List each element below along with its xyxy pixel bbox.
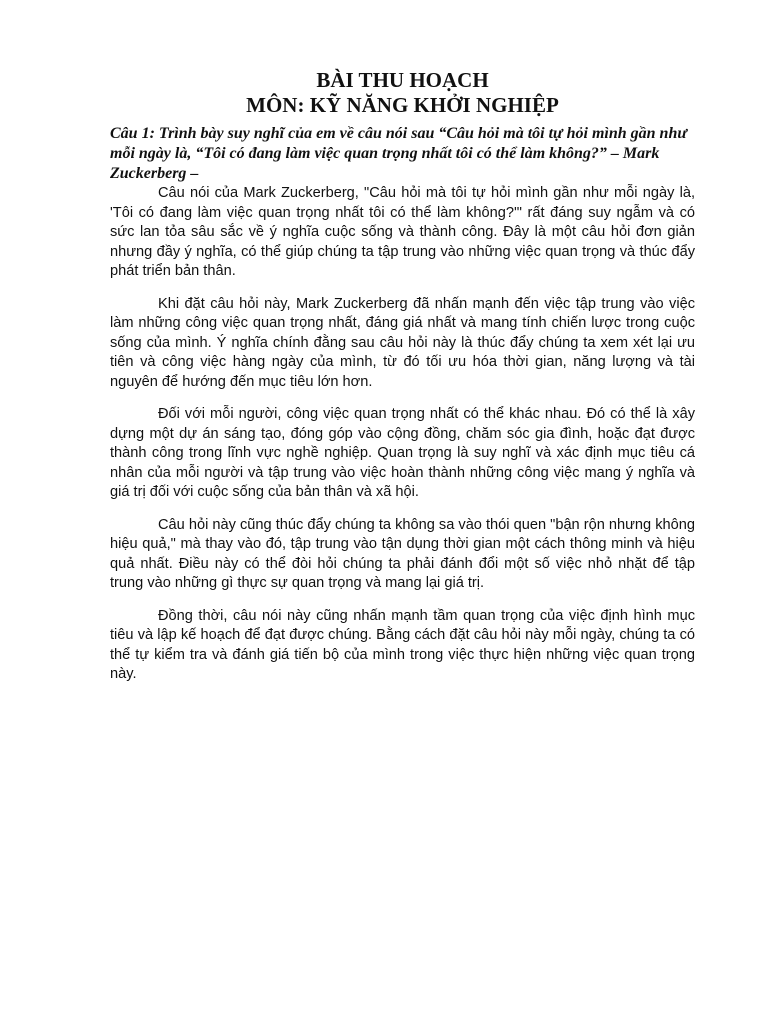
paragraph-1: Câu nói của Mark Zuckerberg, "Câu hỏi mà tôi tự hỏi mình gần như mỗi ngày là, 'Tôi có đang làm việc quan trọng nhất tôi có thể làm không?'" rất đáng suy ngẫm và có sức lan tỏa sâu sắc về ý nghĩa cuộc sống và thành công. Đây là một câu hỏi đơn giản nhưng đầy ý nghĩa, có thể giúp chúng ta tập trung vào những việc quan trọng và thúc đẩy phát triển bản thân. xyxy=(110,185,695,279)
paragraph-5: Đồng thời, câu nói này cũng nhấn mạnh tầm quan trọng của việc định hình mục tiêu và lập kế hoạch để đạt được chúng. Bằng cách đặt câu hỏi này mỗi ngày, chúng ta có thể tự kiểm tra và đánh giá tiến bộ của mình trong việc thực hiện những việc quan trọng này. xyxy=(110,607,695,682)
document-title-line-2: MÔN: KỸ NĂNG KHỞI NGHIỆP xyxy=(246,93,559,117)
paragraph-4: Câu hỏi này cũng thúc đẩy chúng ta không sa vào thói quen "bận rộn nhưng không hiệu quả," mà thay vào đó, tập trung vào tận dụng thời gian một cách thông minh và hiệu quả nhất. Điều này có thể đòi hỏi chúng ta phải đánh đổi một số việc nhỏ nhặt để tập trung vào những gì thực sự quan trọng và mang lại giá trị. xyxy=(110,516,695,591)
question-heading: Câu 1: Trình bày suy nghĩ của em về câu nói sau “Câu hỏi mà tôi tự hỏi mình gần như mỗi ngày là, “Tôi có đang làm việc quan trọng nhất tôi có thể làm không?” – Mark Zuckerberg – xyxy=(110,125,687,182)
document-title-line-1: BÀI THU HOẠCH xyxy=(316,68,489,92)
paragraph-2: Khi đặt câu hỏi này, Mark Zuckerberg đã nhấn mạnh đến việc tập trung vào việc làm những công việc quan trọng nhất, đáng giá nhất và mang tính chiến lược trong cuộc sống của mình. Ý nghĩa chính đằng sau câu hỏi này là thúc đẩy chúng ta xem xét lại ưu tiên và công việc hàng ngày của mình, từ đó tối ưu hóa thời gian, năng lượng và tài nguyên để hướng đến mục tiêu lớn hơn. xyxy=(110,295,695,390)
document-body xyxy=(110,68,695,698)
paragraph-3: Đối với mỗi người, công việc quan trọng nhất có thể khác nhau. Đó có thể là xây dựng một dự án sáng tạo, đóng góp vào cộng đồng, chăm sóc gia đình, hoặc đạt được thành công trong lĩnh vực nghề nghiệp. Quan trọng là suy nghĩ và xác định mục tiêu cá nhân của mỗi người và tập trung vào việc hoàn thành những công việc mang ý nghĩa và giá trị đối với cuộc sống của bản thân và xã hội. xyxy=(110,406,695,500)
